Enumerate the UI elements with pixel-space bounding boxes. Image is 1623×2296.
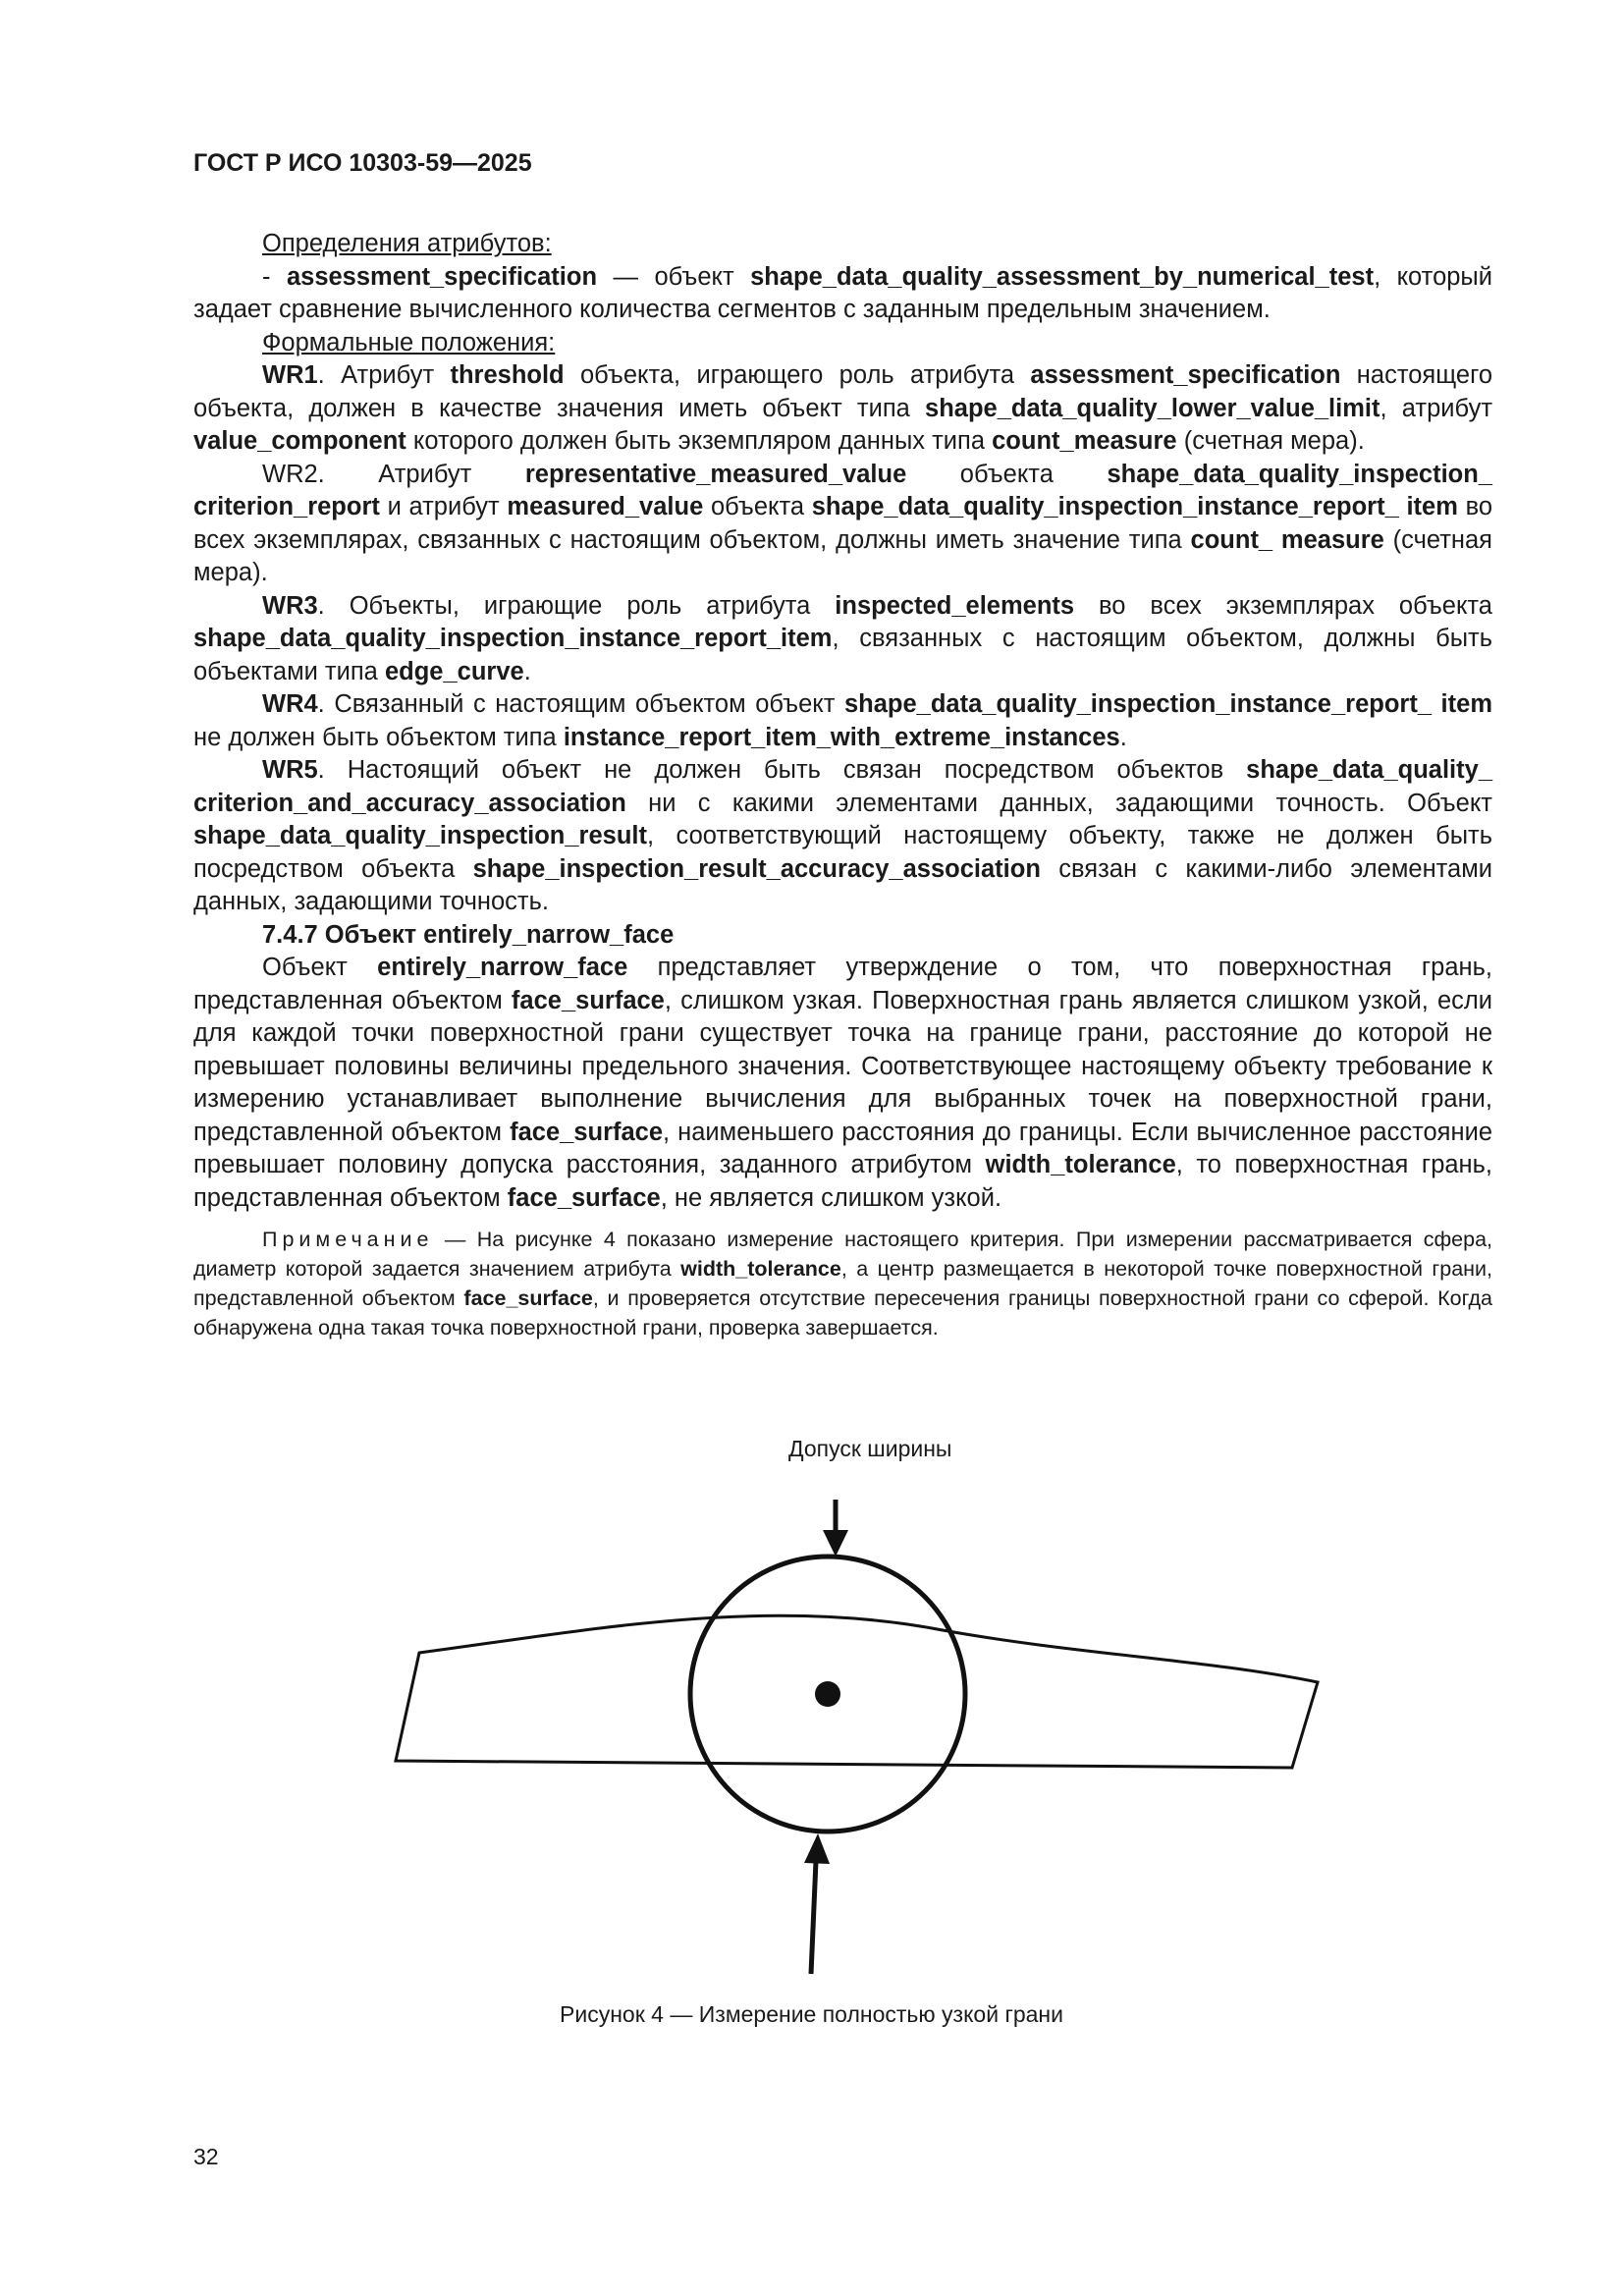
attr-definition: - assessment_specification — объект shape_data_quality_assessment_by_numerical_test, который задает сравнение вычисленного количества сегментов с заданным предельным значением. (193, 262, 1493, 323)
document-header: ГОСТ Р ИСО 10303-59—2025 (193, 149, 532, 177)
bottom-arrow-shaft (811, 1861, 816, 1974)
rule-wr1: WR1. Атрибут threshold объекта, играющего роль атрибута assessment_specification настоящего объекта, должен в качестве значения иметь объект типа shape_data_quality_lower_value_limit, атрибут value_component которого должен быть экземпляром данных типа count_measure (счетная мера). (193, 361, 1493, 455)
section-title: 7.4.7 Объект entirely_narrow_face (262, 920, 675, 949)
center-point (815, 1681, 840, 1707)
rule-wr4: WR4. Связанный с настоящим объектом объект shape_data_quality_inspection_instance_report_ item не должен быть объектом типа instance_report_item_with_extreme_instances. (193, 690, 1492, 751)
rule-wr5: WR5. Настоящий объект не должен быть связан посредством объектов shape_data_quality_ criterion_and_accuracy_association ни с какими элементами данных, задающими точность. Объект shape_data_quality_inspection_result, соответствующий настоящему объекту, также не должен быть посредством объекта shape_inspection_result_accuracy_association связан с какими-либо элементами данных, задающими точность. (193, 756, 1492, 915)
rule-wr2: WR2. Атрибут representative_measured_value объекта shape_data_quality_inspection_ criterion_report и атрибут measured_value объекта shape_data_quality_inspection_instance_report_ item во всех экземплярах, связанных с настоящим объектом, должны иметь значение типа count_ measure (счетная мера). (193, 460, 1493, 586)
formal-heading: Формальные положения: (262, 328, 556, 356)
bottom-arrow-head (804, 1833, 830, 1864)
page-number: 32 (193, 2144, 219, 2169)
narrow-face-shape (396, 1615, 1318, 1768)
rule-wr3: WR3. Объекты, играющие роль атрибута inspected_elements во всех экземплярах объекта shape_data_quality_inspection_instance_report_item, связанных с настоящим объектом, должны быть объектами типа edge_curve. (193, 591, 1492, 685)
figure-caption: Рисунок 4 — Измерение полностью узкой грани (560, 2001, 1063, 2027)
figure-label: Допуск ширины (788, 1436, 952, 1461)
note-paragraph: Примечание — На рисунке 4 показано измерение настоящего критерия. При измерении рассматривается сфера, диаметр которой задается значением атрибута width_tolerance, а центр размещается в некоторой точке поверхностной грани, представленной объектом face_surface, и проверяется отсутствие пересечения границы поверхностной грани со сферой. Когда обнаружена одна такая точка поверхностной грани, проверка завершается. (193, 1228, 1493, 1339)
body-paragraph: Объект entirely_narrow_face представляет утверждение о том, что поверхностная грань, представленная объектом face_surface, слишком узкая. Поверхностная грань является слишком узкой, если для каждой точки поверхностной грани существует точка на границе грани, расстояние до которой не превышает половины величины предельного значения. Соответствующее настоящему объекту требование к измерению устанавливает выполнение вычисления для выбранных точек на поверхностной грани, представленной объектом face_surface, наименьшего расстояния до границы. Если вычисленное расстояние превышает половину допуска расстояния, заданного атрибутом width_tolerance, то поверхностная грань, представленная объектом face_surface, не является слишком узкой. (193, 954, 1493, 1212)
top-arrow-head (823, 1530, 848, 1557)
attr-heading: Определения атрибутов: (262, 230, 552, 257)
